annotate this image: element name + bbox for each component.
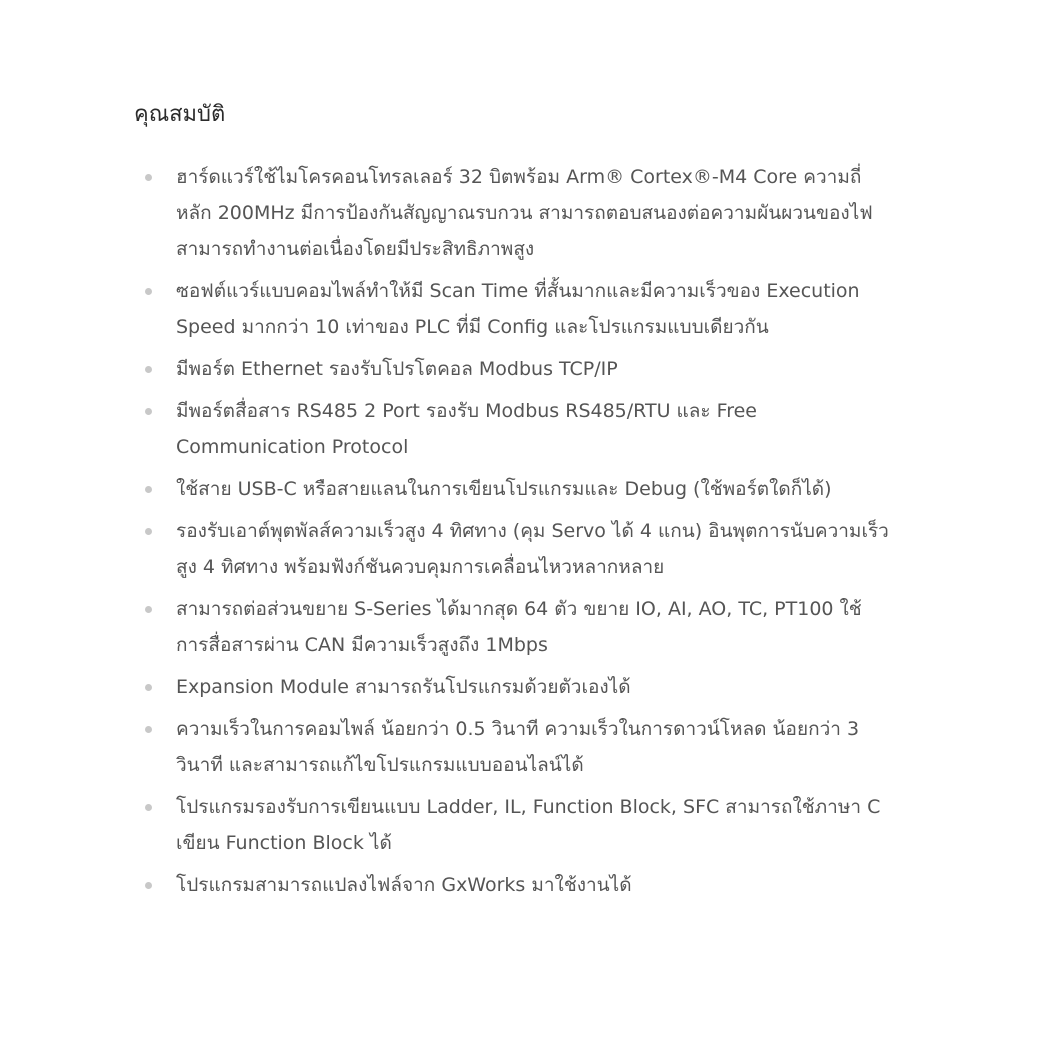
feature-text: ความเร็วในการคอมไพล์ น้อยกว่า 0.5 วินาที ความเร็วในการดาวน์โหลด น้อยกว่า 3 วินาที และสามารถแก้ไขโปรแกรมแบบออนไลน์ได้ xyxy=(176,718,860,776)
feature-item xyxy=(134,669,894,705)
feature-text: มีพอร์ต Ethernet รองรับโปรโตคอล Modbus TCP/IP xyxy=(176,358,618,380)
feature-list xyxy=(134,159,894,909)
feature-text: ซอฟต์แวร์แบบคอมไพล์ทำให้มี Scan Time ที่สั้นมากและมีความเร็วของ Execution Speed มากกว่า 10 เท่าของ PLC ที่มี Config และโปรแกรมแบบเดียวกัน xyxy=(176,280,860,338)
bullet-dot-icon xyxy=(145,684,152,691)
feature-item xyxy=(134,273,894,345)
feature-text: โปรแกรมสามารถแปลงไฟล์จาก GxWorks มาใช้งานได้ xyxy=(176,874,632,896)
bullet-dot-icon xyxy=(145,606,152,613)
bullet-dot-icon xyxy=(145,486,152,493)
feature-text: สามารถต่อส่วนขยาย S-Series ได้มากสุด 64 ตัว ขยาย IO, AI, AO, TC, PT100 ใช้การสื่อสารผ่าน CAN มีความเร็วสูงถึง 1Mbps xyxy=(176,598,862,656)
section-heading: คุณสมบัติ xyxy=(134,102,226,127)
bullet-dot-icon xyxy=(145,366,152,373)
bullet-dot-icon xyxy=(145,726,152,733)
feature-item xyxy=(134,591,894,663)
feature-item xyxy=(134,867,894,903)
bullet-dot-icon xyxy=(145,288,152,295)
features-section xyxy=(134,98,894,896)
feature-text: มีพอร์ตสื่อสาร RS485 2 Port รองรับ Modbus RS485/RTU และ Free Communication Protocol xyxy=(176,400,757,458)
feature-text: รองรับเอาต์พุตพัลส์ความเร็วสูง 4 ทิศทาง (คุม Servo ได้ 4 แกน) อินพุตการนับความเร็วสูง 4 ทิศทาง พร้อมฟังก์ชันควบคุมการเคลื่อนไหวหลากหลาย xyxy=(176,520,889,578)
bullet-dot-icon xyxy=(145,528,152,535)
feature-item xyxy=(134,471,894,507)
bullet-dot-icon xyxy=(145,408,152,415)
feature-text: โปรแกรมรองรับการเขียนแบบ Ladder, IL, Function Block, SFC สามารถใช้ภาษา C เขียน Function Block ได้ xyxy=(176,796,881,854)
bullet-dot-icon xyxy=(145,174,152,181)
feature-item xyxy=(134,711,894,783)
feature-item xyxy=(134,513,894,585)
feature-text: ฮาร์ดแวร์ใช้ไมโครคอนโทรลเลอร์ 32 บิตพร้อม Arm® Cortex®-M4 Core ความถี่หลัก 200MHz มีการป้องกันสัญญาณรบกวน สามารถตอบสนองต่อความผันผวนของไฟ สามารถทำงานต่อเนื่องโดยมีประสิทธิภาพสูง xyxy=(176,166,873,260)
feature-text: Expansion Module สามารถรันโปรแกรมด้วยตัวเองได้ xyxy=(176,676,631,698)
feature-item xyxy=(134,159,894,267)
bullet-dot-icon xyxy=(145,882,152,889)
bullet-dot-icon xyxy=(145,804,152,811)
feature-item xyxy=(134,351,894,387)
feature-text: ใช้สาย USB-C หรือสายแลนในการเขียนโปรแกรมและ Debug (ใช้พอร์ตใดก็ได้) xyxy=(176,478,832,500)
feature-item xyxy=(134,393,894,465)
feature-item xyxy=(134,789,894,861)
